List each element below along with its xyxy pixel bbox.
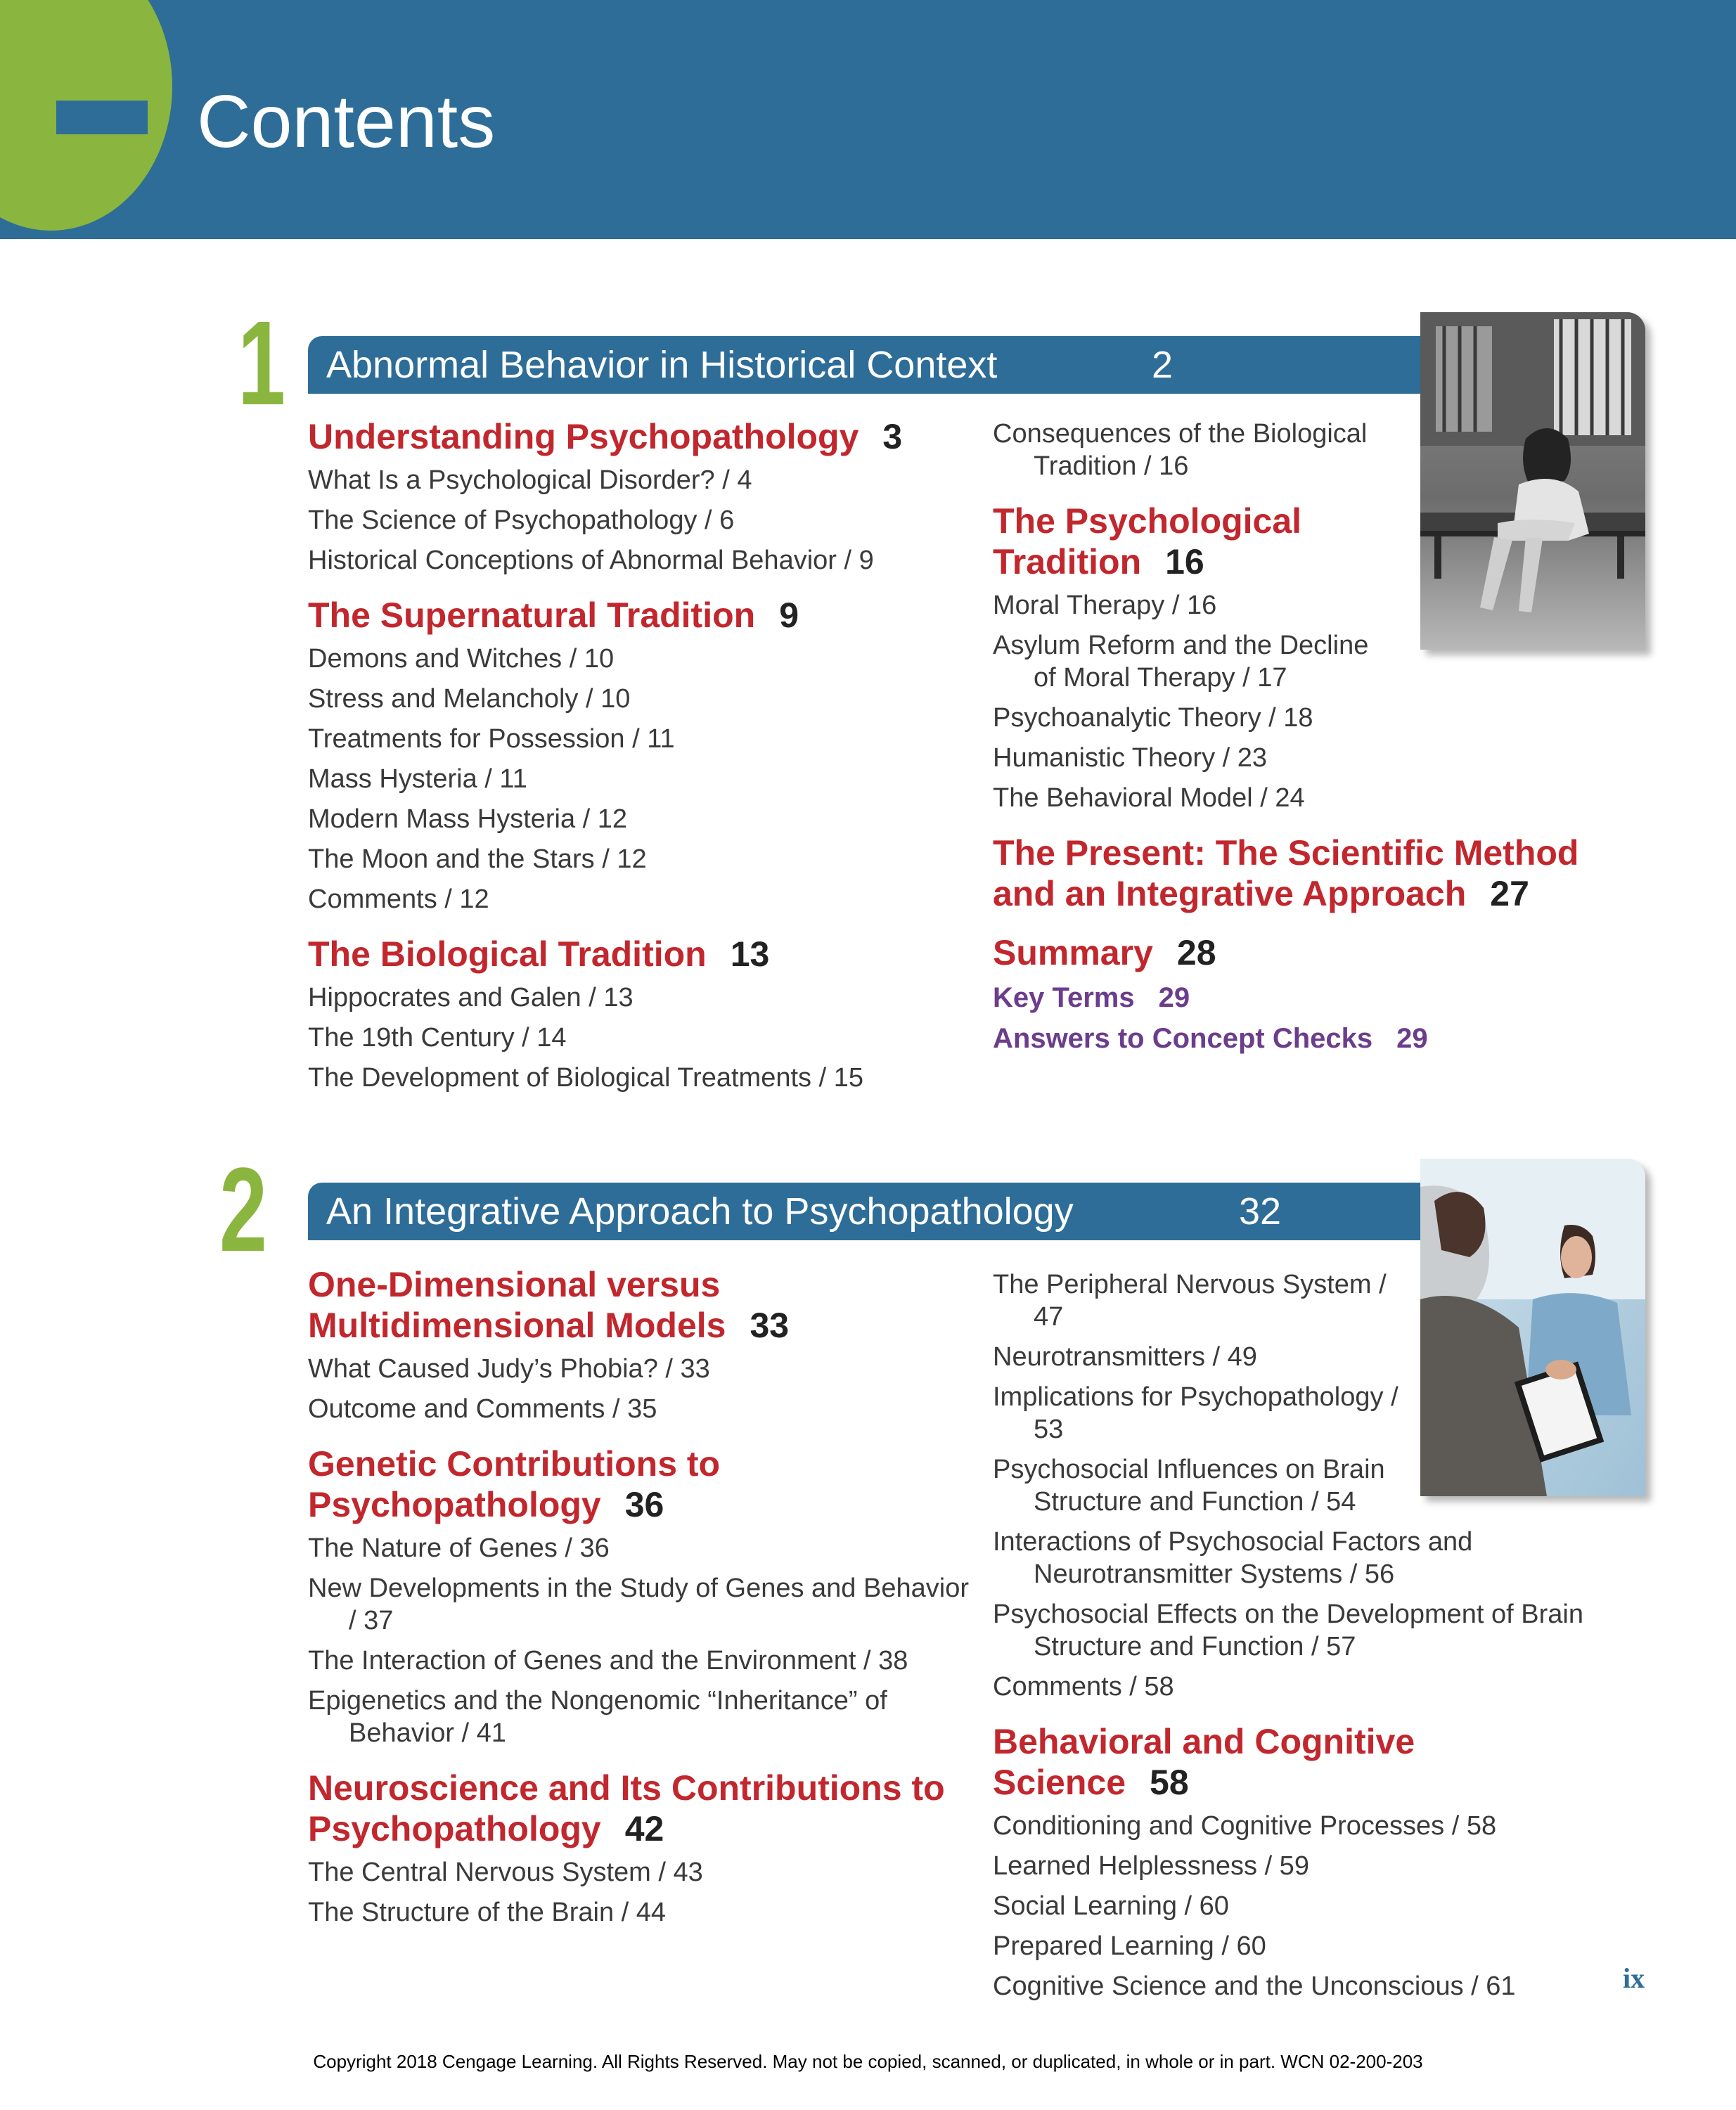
section-heading[interactable]: The Present: The Scientific Method and an Integrative Approach 27 — [993, 833, 1579, 913]
chapter-photo — [1420, 1159, 1645, 1496]
chapter-title-bar[interactable] — [308, 336, 1422, 394]
subsection-entry[interactable]: The Behavioral Model / 24 — [993, 783, 1305, 813]
chapter-2-left-column — [308, 1264, 983, 1936]
chapter-photo — [1420, 312, 1645, 650]
subsection-entry[interactable]: Asylum Reform and the Decline of Moral Therapy / 17 — [993, 631, 1369, 693]
answers-link[interactable]: Answers to Concept Checks 29 — [993, 1023, 1428, 1054]
subsection-entry[interactable]: Mass Hysteria / 11 — [308, 764, 527, 794]
chapter-title: Abnormal Behavior in Historical Context — [326, 344, 998, 386]
subsection-entry[interactable]: Historical Conceptions of Abnormal Behavior / 9 — [308, 546, 874, 575]
chapter-number: 1 — [238, 297, 286, 430]
key-terms-link[interactable]: Key Terms 29 — [993, 982, 1190, 1013]
section-heading[interactable]: Neuroscience and Its Contributions to Psychopathology 42 — [308, 1768, 945, 1848]
subsection-entry[interactable]: Cognitive Science and the Unconscious / 61 — [993, 1971, 1516, 2001]
subsection-entry[interactable]: Social Learning / 60 — [993, 1891, 1229, 1921]
subsection-entry[interactable]: The Nature of Genes / 36 — [308, 1533, 610, 1563]
chapter-logo-bar — [56, 101, 148, 134]
subsection-entry[interactable]: What Is a Psychological Disorder? / 4 — [308, 465, 752, 495]
subsection-entry[interactable]: Implications for Psychopathology / 53 — [993, 1382, 1399, 1444]
subsection-entry[interactable]: The Interaction of Genes and the Environment / 38 — [308, 1646, 908, 1675]
subsection-entry[interactable]: New Developments in the Study of Genes and Behavior / 37 — [308, 1574, 969, 1635]
subsection-entry[interactable]: Modern Mass Hysteria / 12 — [308, 804, 628, 834]
section-heading[interactable]: One-Dimensional versus Multidimensional Models 33 — [308, 1265, 790, 1345]
subsection-entry[interactable]: Outcome and Comments / 35 — [308, 1394, 657, 1424]
copyright-notice: Copyright 2018 Cengage Learning. All Rights Reserved. May not be copied, scanned, or duplicated, in whole or in part. WCN 02-200-203 — [313, 2051, 1423, 2072]
chapter-2-right-column — [993, 1268, 1583, 2010]
section-heading[interactable]: The Supernatural Tradition 9 — [308, 596, 799, 635]
subsection-entry[interactable]: Conditioning and Cognitive Processes / 58 — [993, 1811, 1497, 1841]
subsection-entry[interactable]: Comments / 12 — [308, 884, 489, 914]
subsection-entry[interactable]: Psychosocial Influences on Brain Structure and Function / 54 — [993, 1455, 1385, 1517]
chapter-1-left-column — [308, 416, 983, 1102]
section-heading[interactable]: Behavioral and Cognitive Science 58 — [993, 1722, 1415, 1802]
subsection-entry[interactable]: Learned Helplessness / 59 — [993, 1851, 1309, 1881]
page-number: ix — [1623, 1962, 1645, 1994]
chapter-number: 2 — [219, 1143, 268, 1277]
subsection-entry[interactable]: Demons and Witches / 10 — [308, 644, 615, 674]
section-heading[interactable]: The Psychological Tradition 16 — [993, 501, 1302, 581]
asylum-woman-photo — [1420, 312, 1645, 650]
subsection-entry[interactable]: Stress and Melancholy / 10 — [308, 684, 631, 714]
chapter-title-bar[interactable] — [308, 1183, 1422, 1240]
subsection-entry[interactable]: Consequences of the Biological Tradition / 16 — [993, 419, 1368, 481]
therapy-session-photo — [1420, 1159, 1645, 1496]
chapter-page: 2 — [1152, 344, 1174, 386]
subsection-entry[interactable]: The Structure of the Brain / 44 — [308, 1898, 667, 1927]
subsection-entry[interactable]: The Moon and the Stars / 12 — [308, 844, 647, 874]
page-title: Contents — [197, 80, 496, 163]
subsection-entry[interactable]: Comments / 58 — [993, 1672, 1174, 1701]
subsection-entry[interactable]: Psychoanalytic Theory / 18 — [993, 703, 1313, 733]
subsection-entry[interactable]: Humanistic Theory / 23 — [993, 743, 1268, 773]
section-heading[interactable]: Understanding Psychopathology 3 — [308, 417, 903, 456]
header-banner — [0, 0, 1736, 239]
chapter-1-right-column — [993, 418, 1579, 1062]
subsection-entry[interactable]: The Peripheral Nervous System / 47 — [993, 1270, 1387, 1332]
subsection-entry[interactable]: Moral Therapy / 16 — [993, 591, 1217, 620]
subsection-entry[interactable]: What Caused Judy’s Phobia? / 33 — [308, 1354, 710, 1384]
subsection-entry[interactable]: Prepared Learning / 60 — [993, 1931, 1266, 1961]
subsection-entry[interactable]: Interactions of Psychosocial Factors and Neurotransmitter Systems / 56 — [993, 1527, 1473, 1589]
subsection-entry[interactable]: Epigenetics and the Nongenomic “Inheritance” of Behavior / 41 — [308, 1686, 887, 1748]
subsection-entry[interactable]: Neurotransmitters / 49 — [993, 1342, 1257, 1372]
subsection-entry[interactable]: The Central Nervous System / 43 — [308, 1858, 703, 1887]
section-heading[interactable]: Genetic Contributions to Psychopathology 36 — [308, 1444, 721, 1524]
subsection-entry[interactable]: The Science of Psychopathology / 6 — [308, 506, 735, 535]
section-heading[interactable]: Summary 28 — [993, 933, 1216, 972]
subsection-entry[interactable]: Psychosocial Effects on the Development of Brain Structure and Function / 57 — [993, 1600, 1583, 1661]
subsection-entry[interactable]: The 19th Century / 14 — [308, 1023, 567, 1053]
subsection-entry[interactable]: The Development of Biological Treatments / 15 — [308, 1063, 863, 1093]
subsection-entry[interactable]: Treatments for Possession / 11 — [308, 724, 675, 754]
chapter-page: 32 — [1239, 1190, 1282, 1233]
subsection-entry[interactable]: Hippocrates and Galen / 13 — [308, 983, 634, 1012]
chapter-title: An Integrative Approach to Psychopathology — [326, 1190, 1074, 1233]
section-heading[interactable]: The Biological Tradition 13 — [308, 934, 770, 974]
